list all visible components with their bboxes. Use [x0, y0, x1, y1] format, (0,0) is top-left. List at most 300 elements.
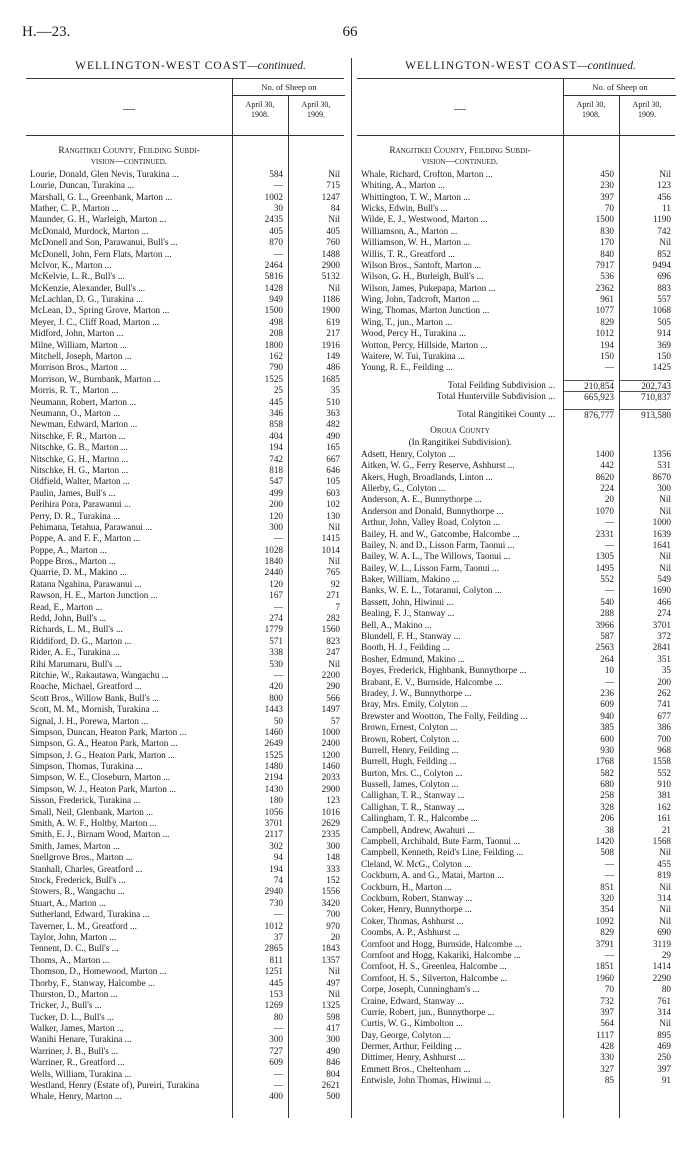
- sheep-1908: 30: [273, 202, 283, 213]
- holder-name: Bassett, John, Hiwinui ...: [361, 596, 454, 607]
- sheep-1909: 300: [326, 840, 340, 851]
- holder-name: Poppe, A., Marton ...: [30, 544, 107, 555]
- sheep-1908: 224: [600, 482, 614, 493]
- holder-name: Boyes, Frederick, Highbank, Bunnythorpe ...: [361, 665, 527, 676]
- sheep-1908: 328: [600, 801, 614, 812]
- sheep-1908: 274: [269, 613, 283, 624]
- table-row: [357, 608, 675, 619]
- sheep-1908: 428: [600, 1041, 614, 1052]
- table-row: [26, 818, 344, 829]
- table-row: [357, 984, 675, 995]
- table-row: [357, 939, 675, 950]
- sheep-1909: 9494: [652, 259, 671, 270]
- sheep-1909: 7: [335, 601, 340, 612]
- holder-name: Stowers, R., Wangachu ...: [30, 886, 125, 897]
- sheep-1909: 21: [661, 824, 671, 835]
- sheep-1909: 200: [657, 676, 671, 687]
- sheep-1909: 2841: [652, 642, 671, 653]
- holder-name: Bosher, Edmund, Makino ...: [361, 653, 465, 664]
- table-row: [357, 1030, 675, 1041]
- holder-name: Morrison Bros., Marton ...: [30, 362, 127, 373]
- holder-name: Midford, John, Marton ...: [30, 328, 124, 339]
- sheep-1909: 1425: [652, 362, 671, 373]
- holder-name: Callighan, T. R., Stanway ...: [361, 790, 465, 801]
- table-row: [357, 927, 675, 938]
- table-row: [357, 802, 675, 813]
- right-name-header: —: [454, 101, 466, 115]
- sheep-1908: 547: [269, 476, 283, 487]
- table-row: [26, 784, 344, 795]
- sheep-1909: Nil: [328, 282, 340, 293]
- sheep-1909: 456: [657, 191, 671, 202]
- holder-name: Callighan, T. R., Stanway ...: [361, 801, 465, 812]
- sheep-1909: 417: [326, 1023, 340, 1034]
- holder-name: Campbell, Andrew, Awahuri ...: [361, 824, 475, 835]
- sheep-1909: 482: [326, 419, 340, 430]
- table-row: [26, 738, 344, 749]
- table-row: [26, 761, 344, 772]
- holder-name: Thurston, D., Marton ...: [30, 988, 118, 999]
- table-row: [357, 688, 675, 699]
- sheep-1908: 609: [269, 1057, 283, 1068]
- sheep-1909: Nil: [328, 966, 340, 977]
- holder-name: Williamson, A., Marton ...: [361, 225, 458, 236]
- table-row: [357, 517, 675, 528]
- holder-name: Rangitikei County, Feilding Subdi-: [389, 146, 531, 156]
- holder-name: Perihira Pora, Parawanui ...: [30, 499, 131, 510]
- table-row: [26, 1057, 344, 1068]
- holder-name: Emmett Bros., Cheltenham ...: [361, 1063, 471, 1074]
- holder-name: Dermer, Arthur, Feilding ...: [361, 1041, 462, 1052]
- sheep-1908: 564: [600, 1018, 614, 1029]
- holder-name: vision—continued.: [90, 157, 168, 168]
- table-row: [357, 745, 675, 756]
- sheep-1908: —: [604, 870, 614, 881]
- sheep-1908: —: [273, 601, 283, 612]
- table-row: [26, 419, 344, 430]
- sheep-1909: 369: [657, 339, 671, 350]
- holder-name: Wicks, Edwin, Bull's ...: [361, 202, 448, 213]
- sheep-1909: Nil: [659, 562, 671, 573]
- sheep-1908: —: [273, 909, 283, 920]
- sheep-1908: 1092: [595, 915, 614, 926]
- sheep-1908: 120: [269, 510, 283, 521]
- section-heading: [357, 426, 675, 437]
- sheep-1909: 314: [657, 1006, 671, 1017]
- sheep-1908: 320: [600, 893, 614, 903]
- sheep-1908: 194: [600, 339, 614, 350]
- sheep-1908: 7917: [595, 259, 614, 270]
- sheep-1908: 10: [604, 665, 614, 676]
- holder-name: Walker, James, Marton ...: [30, 1023, 124, 1034]
- sheep-1908: 258: [600, 790, 614, 801]
- table-row: [357, 506, 675, 517]
- table-row: [26, 1012, 344, 1023]
- sheep-1909: 2290: [652, 972, 671, 983]
- table-row: [26, 567, 344, 578]
- sheep-1908: 851: [600, 881, 614, 892]
- left-year1-line2: 1908.: [251, 110, 269, 119]
- sheep-1908: 1779: [264, 624, 283, 635]
- table-row: [26, 237, 344, 248]
- sheep-1909: 761: [657, 995, 671, 1006]
- sheep-1909: 895: [657, 1029, 671, 1040]
- sheep-1908: 38: [604, 824, 614, 835]
- holder-name: McLean, D., Spring Grove, Marton ...: [30, 305, 170, 316]
- holder-name: Wing, Thomas, Marton Junction ...: [361, 305, 490, 316]
- holder-name: Cornfoot, H. S., Silverton, Halcombe ...: [361, 972, 508, 983]
- sheep-1908: 582: [600, 767, 614, 778]
- sheep-1908: 800: [269, 692, 283, 703]
- sheep-1908: 552: [600, 574, 614, 585]
- sheep-1909: Nil: [659, 237, 671, 248]
- sheep-1908: 584: [269, 168, 283, 179]
- holder-name: Cornfoot and Hogg, Burnside, Halcombe ...: [361, 938, 522, 949]
- sheep-1908: 153: [269, 988, 283, 999]
- table-row: [357, 260, 675, 271]
- holder-name: Richards, L. M., Bull's ...: [30, 624, 123, 635]
- sheep-1909: Nil: [659, 904, 671, 915]
- sheep-1909: 3701: [652, 619, 671, 630]
- sheep-1908: 818: [269, 464, 283, 475]
- sheep-1908: —: [273, 669, 283, 680]
- right-year2-line1: April 30,: [632, 100, 662, 109]
- sheep-1909: 1843: [321, 943, 340, 954]
- sheep-1909: 152: [326, 875, 340, 885]
- sheep-1908: 3701: [264, 818, 283, 829]
- sheep-1908: 1012: [595, 328, 614, 339]
- sheep-1908: 1800: [264, 339, 283, 350]
- holder-name: Banks, W. E. L., Totaranui, Colyton ...: [361, 585, 502, 596]
- table-row: [26, 397, 344, 408]
- sheep-1909: 1068: [652, 305, 671, 316]
- holder-name: Roache, Michael, Greatford ...: [30, 681, 142, 692]
- table-row: [357, 711, 675, 722]
- table-row: [26, 499, 344, 510]
- holder-name: Scott Bros., Willow Bank, Bull's ...: [30, 692, 159, 703]
- holder-name: Waitere, W. Tui, Turakina ...: [361, 351, 465, 362]
- holder-name: Nitschke, G. B., Marton ...: [30, 442, 128, 453]
- table-row: [357, 961, 675, 972]
- sheep-1909: 250: [657, 1052, 671, 1063]
- sheep-1909: Nil: [328, 988, 340, 999]
- table-row: [26, 362, 344, 373]
- sheep-1909: 765: [326, 567, 340, 578]
- sheep-1908: 1443: [264, 704, 283, 715]
- table-row: [26, 807, 344, 818]
- sheep-1908: 508: [600, 847, 614, 858]
- table-row: [357, 294, 675, 305]
- table-row: [357, 494, 675, 505]
- holder-name: Allerby, G., Colyton ...: [361, 482, 446, 493]
- sheep-1908: 420: [269, 681, 283, 692]
- holder-name: Willis, T. R., Greatford ...: [361, 248, 455, 259]
- holder-name: Scott, M. M., Mornish, Turakina ...: [30, 704, 159, 715]
- sheep-1908: 1460: [264, 726, 283, 737]
- holder-name: Smith, E. J., Birnam Wood, Marton ...: [30, 829, 170, 840]
- table-row: [357, 283, 675, 294]
- table-row: [26, 693, 344, 704]
- table-row: [357, 483, 675, 494]
- sheep-1909: 883: [657, 282, 671, 293]
- section-subheading: [357, 437, 675, 448]
- sheep-1908: 742: [269, 453, 283, 464]
- holder-name: McKelvie, L. R., Bull's ...: [30, 271, 125, 282]
- table-row: [357, 847, 675, 858]
- holder-name: Riddiford, D. G., Marton ...: [30, 635, 132, 646]
- sheep-1908: 1525: [264, 373, 283, 384]
- table-row: [357, 226, 675, 237]
- table-row: [26, 374, 344, 385]
- left-year2-line1: April 30,: [301, 100, 331, 109]
- sheep-1908: 300: [269, 1034, 283, 1045]
- holder-name: Whale, Richard, Crofton, Marton ...: [361, 168, 493, 179]
- table-row: [26, 829, 344, 840]
- sheep-1908: 2649: [264, 738, 283, 749]
- sheep-1909: 913,580: [619, 409, 671, 421]
- sheep-1908: 1077: [595, 305, 614, 316]
- sheep-1908: 1840: [264, 556, 283, 567]
- table-row: [357, 768, 675, 779]
- holder-name: Warriner, R., Greatford ...: [30, 1057, 125, 1068]
- sheep-1909: 2400: [321, 738, 340, 749]
- sheep-1909: 274: [657, 608, 671, 619]
- right-column-title: [358, 60, 683, 72]
- sheep-1909: Nil: [659, 847, 671, 858]
- holder-name: Booth, H. J., Feilding ...: [361, 642, 450, 653]
- sheep-1909: 165: [326, 442, 340, 453]
- holder-name: Milne, William, Marton ...: [30, 339, 127, 350]
- sheep-1909: 1558: [652, 756, 671, 767]
- table-row: [26, 1091, 344, 1102]
- holder-name: Lourie, Duncan, Turakina ...: [30, 180, 135, 191]
- document-code: H.—23.: [22, 24, 71, 40]
- sheep-1909: 149: [326, 351, 340, 362]
- table-row: [26, 249, 344, 260]
- table-row: [26, 613, 344, 624]
- holder-name: Bailey, H. and W., Gatcombe, Halcombe ...: [361, 528, 520, 539]
- sheep-1909: 397: [657, 1063, 671, 1074]
- sheep-1909: 202,743: [619, 380, 671, 392]
- holder-name: Whiting, A., Marton ...: [361, 180, 445, 191]
- holder-name: Simpson, Thomas, Turakina ...: [30, 761, 143, 772]
- sheep-1909: 102: [326, 499, 340, 510]
- table-row: [26, 886, 344, 897]
- sheep-1908: 200: [269, 499, 283, 510]
- holder-name: Wilson, G. H., Burleigh, Bull's ...: [361, 271, 484, 282]
- sheep-1909: 2629: [321, 818, 340, 829]
- sheep-1909: 1357: [321, 954, 340, 965]
- sheep-1908: —: [273, 1080, 283, 1091]
- table-row: [26, 681, 344, 692]
- table-row: [26, 431, 344, 442]
- sheep-1909: 35: [661, 665, 671, 676]
- table-row: [357, 305, 675, 316]
- table-row: [26, 1000, 344, 1011]
- holder-name: Bailey, W. A. L., The Willows, Taonui ...: [361, 551, 511, 562]
- holder-name: Rawson, H. E., Marton Junction ...: [30, 590, 158, 601]
- sheep-1909: 2033: [321, 772, 340, 783]
- sheep-1909: 57: [330, 715, 340, 726]
- sheep-1908: 85: [604, 1075, 614, 1086]
- holder-name: Callingham, T. R., Halcombe ...: [361, 813, 478, 824]
- holder-name: Lourie, Donald, Glen Nevis, Turakina ...: [30, 168, 179, 179]
- sheep-1908: —: [273, 533, 283, 544]
- holder-name: vision—continued.: [421, 157, 499, 168]
- table-row: [26, 772, 344, 783]
- sheep-1909: 372: [657, 631, 671, 642]
- sheep-1908: 445: [269, 977, 283, 988]
- sheep-1909: Nil: [328, 168, 340, 179]
- table-row: [357, 859, 675, 870]
- sheep-1908: 8620: [595, 471, 614, 482]
- sheep-1909: 3119: [652, 938, 671, 949]
- sheep-1908: 600: [600, 733, 614, 744]
- sheep-1908: 206: [600, 813, 614, 824]
- holder-name: Westland, Henry (Estate of), Pureiri, Turakina: [30, 1080, 200, 1091]
- holder-name: Redd, John, Bull's ...: [30, 613, 107, 624]
- holder-name: Nitschke, F. R., Marton ...: [30, 430, 126, 441]
- sheep-1908: 194: [269, 863, 283, 874]
- holder-name: Maunder, G. H., Warleigh, Marton ...: [30, 214, 167, 225]
- holder-name: Burrell, Henry, Feilding ...: [361, 744, 459, 755]
- sheep-1908: 354: [600, 904, 614, 915]
- sheep-1909: 486: [326, 362, 340, 373]
- holder-name: Corpe, Joseph, Cunningham's ...: [361, 984, 480, 995]
- sheep-1909: 123: [326, 795, 340, 806]
- table-row: [26, 909, 344, 920]
- holder-name: Wilson Bros., Santoft, Marton ...: [361, 259, 482, 270]
- sheep-1909: 1685: [321, 373, 340, 384]
- holder-name: Wanihi Henare, Turakina ...: [30, 1034, 132, 1045]
- sheep-1908: 732: [600, 995, 614, 1006]
- table-row: [357, 271, 675, 282]
- sheep-1909: 968: [657, 744, 671, 755]
- sheep-1909: Nil: [659, 168, 671, 179]
- holder-name: Dittimer, Henry, Ashhurst ...: [361, 1052, 466, 1063]
- sheep-1909: 598: [326, 1011, 340, 1022]
- sheep-1908: 858: [269, 419, 283, 430]
- sheep-1909: Nil: [659, 1018, 671, 1029]
- holder-name: (In Rangitikei Subdivision).: [408, 437, 512, 448]
- holder-name: Wood, Percy H., Turakina ...: [361, 328, 466, 339]
- table-row: [26, 602, 344, 613]
- holder-name: McDonald, Murdock, Marton ...: [30, 225, 149, 236]
- sheep-1908: 2194: [264, 772, 283, 783]
- holder-name: Day, George, Colyton ...: [361, 1029, 451, 1040]
- holder-name: Simpson, Duncan, Heaton Park, Marton ...: [30, 726, 187, 737]
- table-row: [357, 916, 675, 927]
- sheep-1909: 1014: [321, 544, 340, 555]
- sheep-1909: 497: [326, 977, 340, 988]
- holder-name: Snellgrove Bros., Marton ...: [30, 852, 133, 863]
- table-row: [357, 597, 675, 608]
- right-year2-header: [619, 96, 674, 135]
- table-row: [26, 522, 344, 533]
- sheep-1909: 667: [326, 453, 340, 464]
- sheep-1909: 455: [657, 858, 671, 869]
- holder-name: Bell, A., Makino ...: [361, 619, 432, 630]
- right-year1-line1: April 30,: [576, 100, 606, 109]
- holder-name: Arthur, John, Valley Road, Colyton ...: [361, 517, 501, 528]
- holder-name: Simpson, W. E., Closeburn, Marton ...: [30, 772, 171, 783]
- holder-name: Bailey, W. L., Lisson Farm, Taonui ...: [361, 562, 499, 573]
- holder-name: Williamson, W. H., Marton ...: [361, 237, 471, 248]
- table-row: [357, 1052, 675, 1063]
- table-row: [26, 169, 344, 180]
- table-row: [357, 1064, 675, 1075]
- sheep-1908: 338: [269, 647, 283, 658]
- holder-name: Paulin, James, Bull's ...: [30, 487, 116, 498]
- section-heading: [26, 146, 344, 157]
- table-row: [26, 1046, 344, 1057]
- sheep-1908: 1495: [595, 562, 614, 573]
- table-row: [357, 870, 675, 881]
- sheep-1908: 530: [269, 658, 283, 669]
- table-row: [357, 472, 675, 483]
- holder-name: Cornfoot and Hogg, Kakariki, Halcombe ...: [361, 949, 521, 960]
- table-row: [26, 579, 344, 590]
- holder-name: Small, Neil, Glenbank, Marton ...: [30, 806, 153, 817]
- sheep-1909: 823: [326, 635, 340, 646]
- total-row: [357, 409, 675, 420]
- table-row: [26, 624, 344, 635]
- sheep-1908: 940: [600, 710, 614, 721]
- holder-name: Stanhall, Charles, Greatford ...: [30, 863, 143, 874]
- sheep-1909: 150: [657, 351, 671, 362]
- left-year1-header: [232, 96, 287, 135]
- holder-name: Anderson, A. E., Bunnythorpe ...: [361, 494, 482, 505]
- holder-name: Bradey, J. W., Bunnythorpe ...: [361, 687, 472, 698]
- sheep-1908: 1028: [264, 544, 283, 555]
- holder-name: Young, R. E., Feilding ...: [361, 362, 453, 373]
- sheep-1908: 150: [600, 351, 614, 362]
- sheep-1908: 665,923: [563, 391, 614, 403]
- sheep-1909: 363: [326, 407, 340, 418]
- sheep-1908: 167: [269, 590, 283, 601]
- holder-name: Signal, J. H., Porewa, Marton ...: [30, 715, 149, 726]
- holder-name: Warriner, J. B., Bull's ...: [30, 1045, 119, 1056]
- holder-name: Meyer, J. C., Cliff Road, Marton ...: [30, 316, 160, 327]
- sheep-1909: 5132: [321, 271, 340, 282]
- sheep-1909: 405: [326, 225, 340, 236]
- holder-name: Cockburn, H., Marton ...: [361, 881, 452, 892]
- table-row: [357, 620, 675, 631]
- sheep-1909: 914: [657, 328, 671, 339]
- sheep-1909: 1000: [652, 517, 671, 528]
- table-row: [26, 192, 344, 203]
- table-row: [357, 1075, 675, 1086]
- table-row: [357, 790, 675, 801]
- sheep-1908: 236: [600, 687, 614, 698]
- holder-name: Taverner, L. M., Greatford ...: [30, 920, 137, 931]
- holder-name: Total Feilding Subdivision ...: [447, 379, 555, 390]
- sheep-1909: Nil: [328, 556, 340, 567]
- sheep-1908: 208: [269, 328, 283, 339]
- holder-name: Brown, Ernest, Colyton ...: [361, 722, 458, 733]
- sheep-1909: 619: [326, 316, 340, 327]
- table-row: [357, 631, 675, 642]
- sheep-1909: 282: [326, 613, 340, 624]
- sheep-1909: 3420: [321, 897, 340, 908]
- sheep-1908: 404: [269, 430, 283, 441]
- sheep-1908: 385: [600, 722, 614, 733]
- table-row: [26, 465, 344, 476]
- sheep-1909: 91: [661, 1075, 671, 1086]
- sheep-1908: 300: [269, 521, 283, 532]
- holder-name: Coker, Henry, Bunnythorpe ...: [361, 904, 472, 915]
- holder-name: Tucker, D. L., Bull's ...: [30, 1011, 114, 1022]
